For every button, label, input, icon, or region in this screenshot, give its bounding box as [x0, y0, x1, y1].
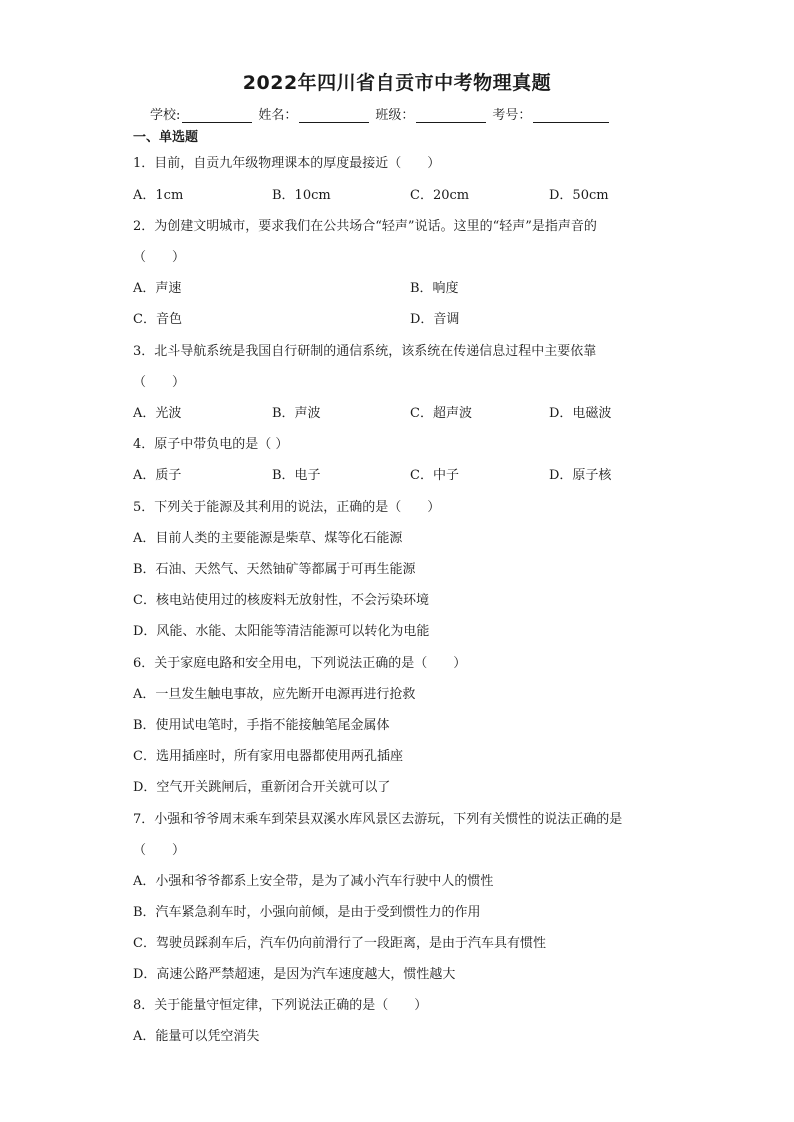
document-title: 2022年四川省自贡市中考物理真题: [242, 72, 552, 94]
q2-option-c: C．音色: [133, 312, 182, 327]
class-blank: [416, 108, 486, 123]
q7-option-b: B．汽车紧急刹车时，小强向前倾，是由于受到惯性力的作用: [133, 905, 481, 920]
q2-option-a: A．声速: [133, 281, 182, 296]
name-blank: [299, 108, 369, 123]
question-2-stem-cont: （ ）: [133, 250, 186, 265]
question-6-stem: 6．关于家庭电路和安全用电，下列说法正确的是（ ）: [133, 656, 467, 671]
exam-no-blank: [533, 108, 609, 123]
name-label: 姓名：: [258, 108, 298, 123]
q2-option-d: D．音调: [410, 312, 460, 327]
q1-option-c: C．20cm: [410, 188, 470, 203]
q4-option-b: B．电子: [272, 468, 321, 483]
q3-option-d: D．电磁波: [549, 406, 612, 421]
q4-option-d: D．原子核: [549, 468, 612, 483]
class-field: [375, 104, 486, 123]
question-2-stem: 2．为创建文明城市，要求我们在公共场合“轻声”说话。这里的“轻声”是指声音的: [133, 219, 597, 234]
q4-option-a: A．质子: [133, 468, 182, 483]
q6-option-a: A．一旦发生触电事故，应先断开电源再进行抢救: [133, 687, 416, 702]
q1-option-d: D．50cm: [549, 188, 609, 203]
q8-option-a: A．能量可以凭空消失: [133, 1029, 260, 1044]
school-field: [150, 104, 252, 123]
class-label: 班级：: [375, 108, 415, 123]
question-4-stem: 4．原子中带负电的是（ ）: [133, 437, 289, 452]
q5-option-a: A．目前人类的主要能源是柴草、煤等化石能源: [133, 531, 403, 546]
q7-option-c: C．驾驶员踩刹车后，汽车仍向前滑行了一段距离，是由于汽车具有惯性: [133, 936, 546, 951]
question-7-stem: 7．小强和爷爷周末乘车到荣县双溪水库风景区去游玩，下列有关惯性的说法正确的是: [133, 812, 623, 827]
section-heading: 一、单选题: [133, 130, 199, 145]
student-info-line: [150, 104, 615, 123]
q7-option-d: D．高速公路严禁超速，是因为汽车速度越大，惯性越大: [133, 967, 456, 982]
q3-option-c: C．超声波: [410, 406, 472, 421]
q6-option-b: B．使用试电笔时，手指不能接触笔尾金属体: [133, 718, 390, 733]
question-7-stem-cont: （ ）: [133, 843, 186, 858]
question-8-stem: 8．关于能量守恒定律，下列说法正确的是（ ）: [133, 998, 428, 1013]
exam-no-label: 考号：: [492, 108, 532, 123]
name-field: [258, 104, 369, 123]
q1-option-b: B．10cm: [272, 188, 331, 203]
school-blank: [182, 108, 252, 123]
exam-no-field: [492, 104, 609, 123]
question-3-stem: 3．北斗导航系统是我国自行研制的通信系统，该系统在传递信息过程中主要依靠: [133, 344, 597, 359]
q2-option-b: B．响度: [410, 281, 459, 296]
q3-option-b: B．声波: [272, 406, 321, 421]
q5-option-b: B．石油、天然气、天然铀矿等都属于可再生能源: [133, 562, 416, 577]
school-label: 学校:: [150, 108, 181, 123]
q7-option-a: A．小强和爷爷都系上安全带，是为了减小汽车行驶中人的惯性: [133, 874, 494, 889]
q6-option-d: D．空气开关跳闸后，重新闭合开关就可以了: [133, 780, 391, 795]
question-1-stem: 1．目前，自贡九年级物理课本的厚度最接近（ ）: [133, 156, 441, 171]
q5-option-d: D．风能、水能、太阳能等清洁能源可以转化为电能: [133, 624, 430, 639]
q1-option-a: A．1cm: [133, 188, 184, 203]
q3-option-a: A．光波: [133, 406, 182, 421]
q5-option-c: C．核电站使用过的核废料无放射性，不会污染环境: [133, 593, 429, 608]
q6-option-c: C．选用插座时，所有家用电器都使用两孔插座: [133, 749, 403, 764]
q4-option-c: C．中子: [410, 468, 459, 483]
question-5-stem: 5．下列关于能源及其利用的说法，正确的是（ ）: [133, 500, 441, 515]
question-3-stem-cont: （ ）: [133, 375, 186, 390]
